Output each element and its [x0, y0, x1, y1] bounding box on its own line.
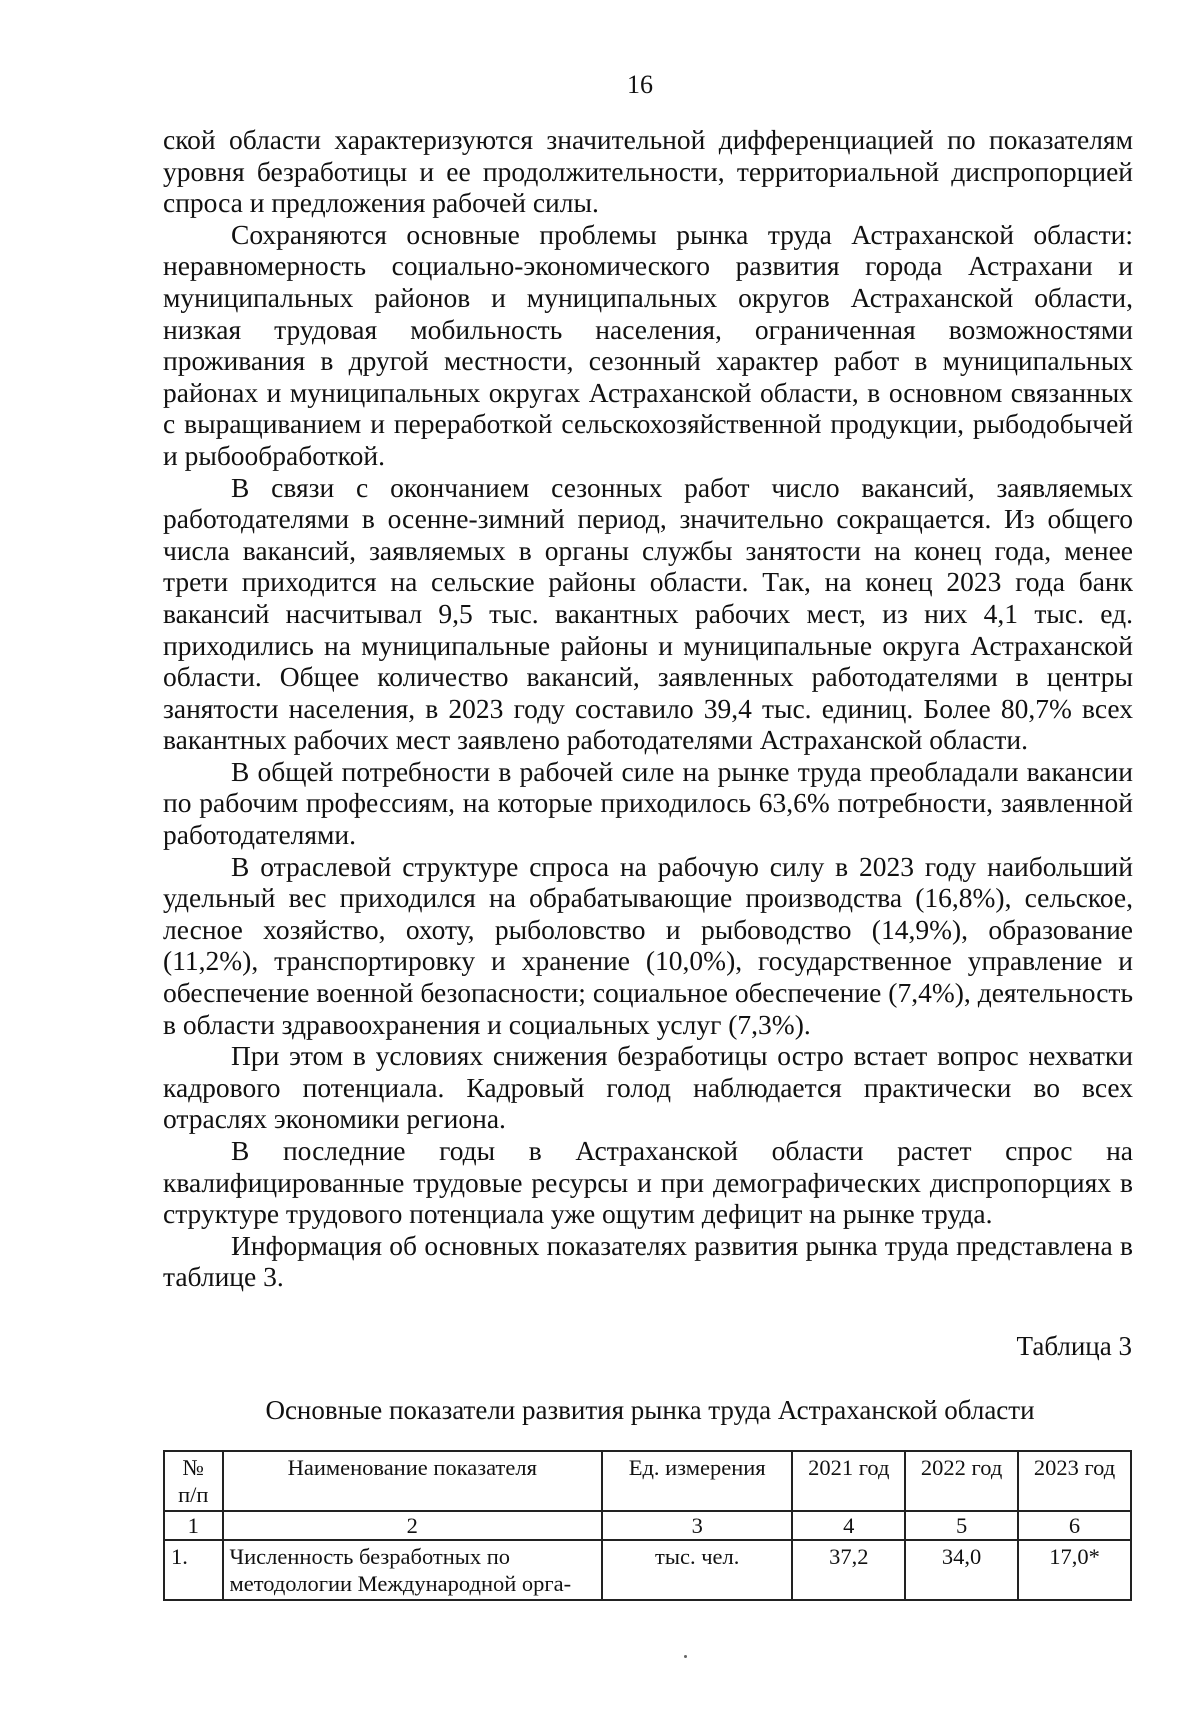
- row-name: Численность безработных по методологии Международной орга-: [223, 1540, 603, 1600]
- column-number: 2: [223, 1511, 603, 1540]
- paragraph: Сохраняются основные проблемы рынка труда Астраханской области: неравномерность социально-экономического развития города Астрахани и муниципальных районов и муниципальных округов Астраханской области, низкая трудовая мобильность населения, ограниченная возможностями проживания в другой местности, сезонный характер работ в муниципальных районах и муниципальных округах Астраханской области, в основном связанных с выращиванием и переработкой сельскохозяйственной продукции, рыбодобычей и рыбообработкой.: [163, 218, 1133, 471]
- column-number: 6: [1018, 1511, 1131, 1540]
- paragraph: В последние годы в Астраханской области растет спрос на квалифицированные трудовые ресурсы и при демографических диспропорциях в структуре трудового потенциала уже ощутим дефицит на рынке труда.: [163, 1135, 1133, 1230]
- row-2022: 34,0: [905, 1540, 1018, 1600]
- body-text: [163, 124, 1133, 1293]
- paragraph: Информация об основных показателях развития рынка труда представлена в таблице 3.: [163, 1229, 1133, 1293]
- header-2021: 2021 год: [792, 1451, 905, 1511]
- table-header-row: [164, 1451, 1131, 1511]
- paragraph: В отраслевой структуре спроса на рабочую силу в 2023 году наибольший удельный вес приходился на обрабатывающие производства (16,8%), сельское, лесное хозяйство, охоту, рыболовство и рыбоводство (14,9%), образование (11,2%), транспортировку и хранение (10,0%), государственное управление и обеспечение военной безопасности; социальное обеспечение (7,4%), деятельность в области здравоохранения и социальных услуг (7,3%).: [163, 850, 1133, 1040]
- column-number-row: [164, 1511, 1131, 1540]
- table-row: [164, 1540, 1131, 1600]
- header-2023: 2023 год: [1018, 1451, 1131, 1511]
- paragraph-continuation: ской области характеризуются значительной дифференциацией по показателям уровня безработицы и ее продолжительности, территориальной диспропорцией спроса и предложения рабочей силы.: [163, 124, 1133, 219]
- header-unit: Ед. измерения: [602, 1451, 792, 1511]
- row-num: 1.: [164, 1540, 223, 1600]
- row-2021: 37,2: [792, 1540, 905, 1600]
- paragraph: В общей потребности в рабочей силе на рынке труда преобладали вакансии по рабочим профессиям, на которые приходилось 63,6% потребности, заявленной работодателями.: [163, 755, 1133, 851]
- column-number: 5: [905, 1511, 1018, 1540]
- row-unit: тыс. чел.: [602, 1540, 792, 1600]
- column-number: 4: [792, 1511, 905, 1540]
- column-number: 3: [602, 1511, 792, 1540]
- paragraph: При этом в условиях снижения безработицы остро встает вопрос нехватки кадрового потенциала. Кадровый голод наблюдается практически во всех отраслях экономики региона.: [163, 1040, 1133, 1135]
- row-2023: 17,0*: [1018, 1540, 1131, 1600]
- indicators-table: [163, 1450, 1132, 1601]
- table-label: Таблица 3: [1016, 1331, 1132, 1361]
- column-number: 1: [164, 1511, 223, 1540]
- page-number: 16: [627, 70, 653, 99]
- paragraph: В связи с окончанием сезонных работ число вакансий, заявляемых работодателями в осенне-зимний период, значительно сокращается. Из общего числа вакансий, заявляемых в органы службы занятости на конец года, менее трети приходится на сельские районы области. Так, на конец 2023 года банк вакансий насчитывал 9,5 тыс. вакантных рабочих мест, из них 4,1 тыс. ед. приходились на муниципальные районы и муниципальные округа Астраханской области. Общее количество вакансий, заявленных работодателями в центры занятости населения, в 2023 году составило 39,4 тыс. единиц. Более 80,7% всех вакантных рабочих мест заявлено работодателями Астраханской области.: [163, 471, 1133, 756]
- table-title: Основные показатели развития рынка труда Астраханской области: [265, 1395, 1035, 1425]
- header-2022: 2022 год: [905, 1451, 1018, 1511]
- header-name: Наименование показателя: [223, 1451, 603, 1511]
- header-num: № п/п: [164, 1451, 223, 1511]
- scan-speck: [684, 1655, 687, 1658]
